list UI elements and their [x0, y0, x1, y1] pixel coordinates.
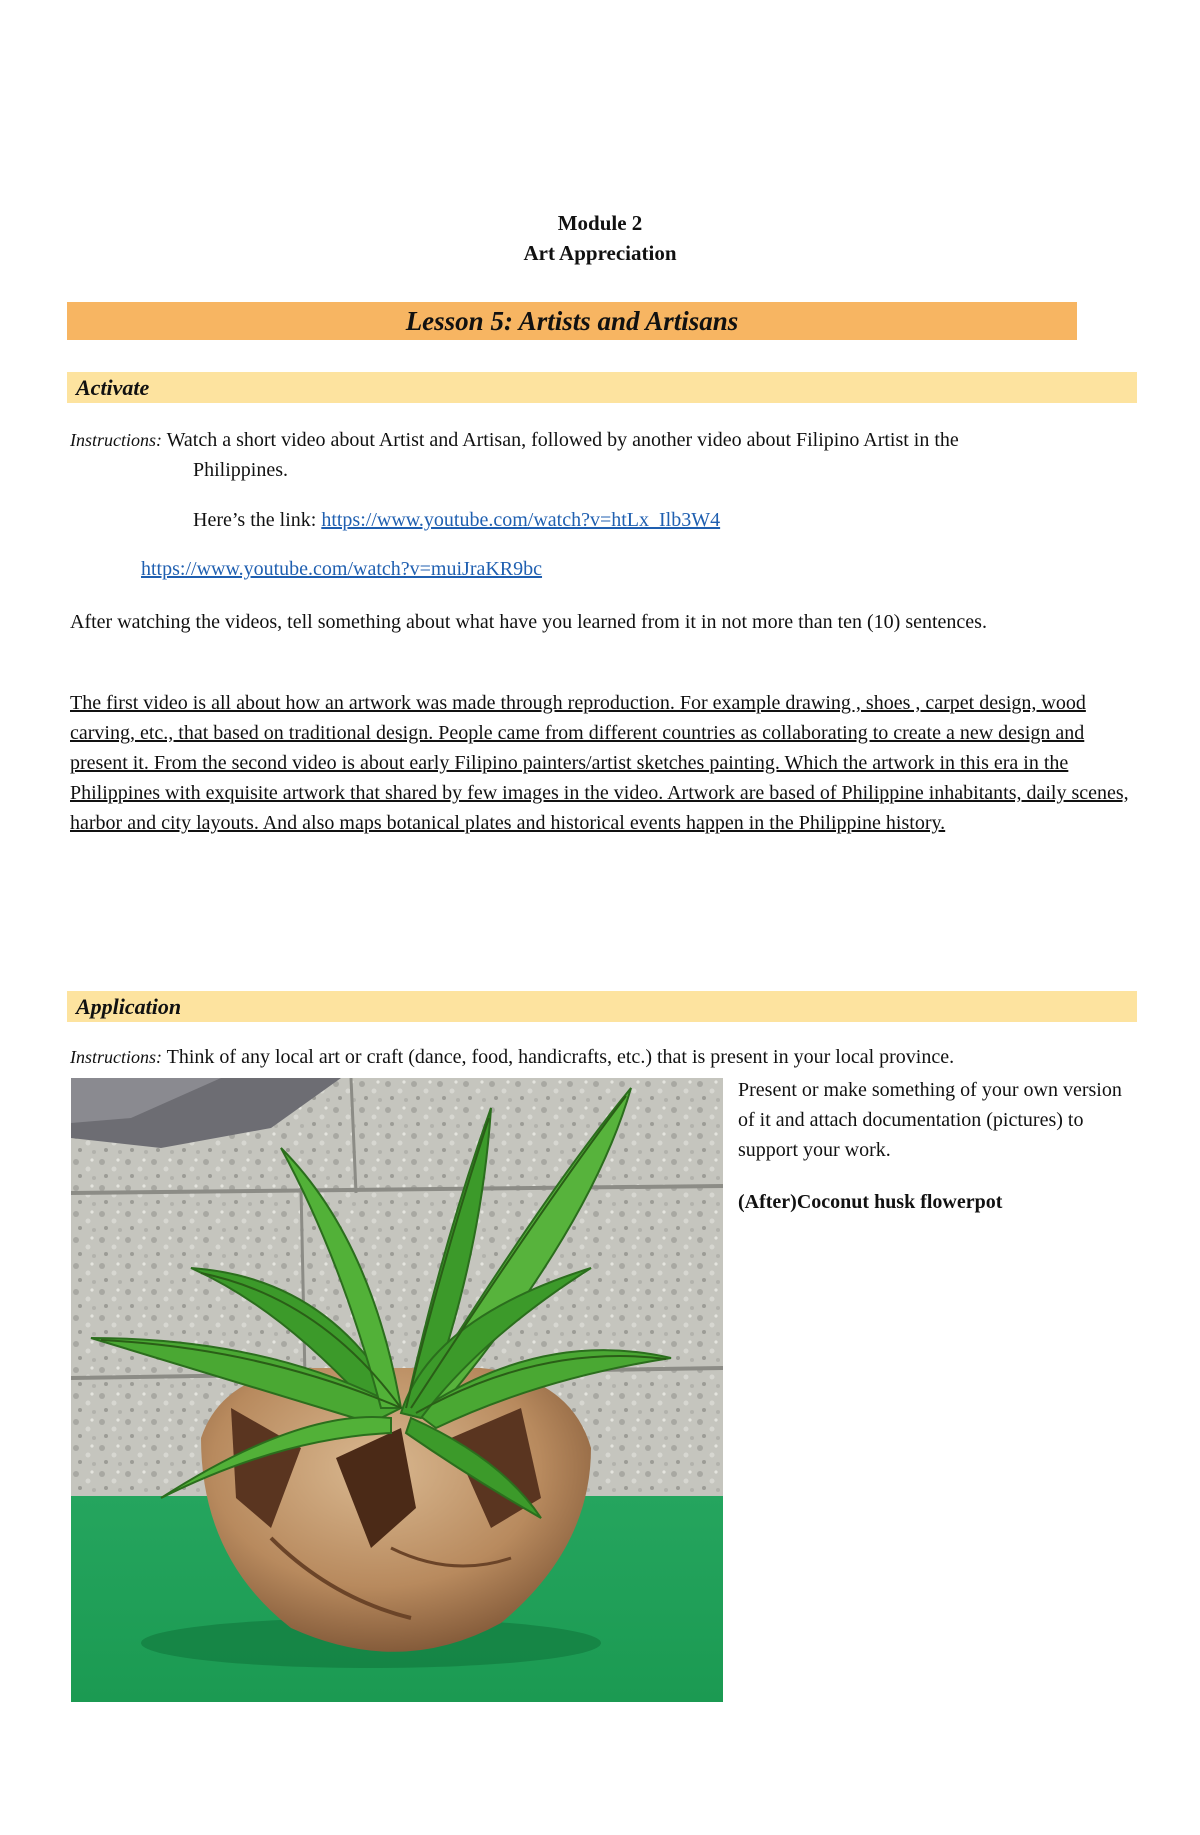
photo-caption: (After)Coconut husk flowerpot	[738, 1191, 1003, 1213]
link-line-2	[141, 554, 542, 584]
coconut-husk-flowerpot-photo	[71, 1078, 723, 1702]
application-heading: Application	[67, 991, 1137, 1022]
application-instructions	[70, 1042, 1150, 1072]
instructions-label: Instructions:	[70, 1047, 162, 1067]
instructions-label: Instructions:	[70, 430, 162, 450]
module-label: Module 2	[557, 211, 643, 235]
question-text: After watching the videos, tell something about what have you learned from it in not more than ten (10) sentences.	[70, 611, 987, 633]
application-instructions-cont: Present or make something of your own version of it and attach documentation (pictures) to support your work.	[738, 1079, 1122, 1161]
answer-text: The first video is all about how an artwork was made through reproduction. For example drawing , shoes , carpet design, wood carving, etc., that based on traditional design. People came from different countries as collaborating to create a new design and present it. From the second video is about early Filipino painters/artist sketches painting. Which the artwork in this era in the Philippines with exquisite artwork that shared by few images in the video. Artwork are based of Philippine inhabitants, daily scenes, harbor and city layouts. And also maps botanical plates and historical events happen in the Philippine history.	[70, 692, 1129, 834]
video-link-1[interactable]: https://www.youtube.com/watch?v=htLx_Ilb3W4	[321, 509, 721, 531]
activate-heading: Activate	[67, 372, 1137, 403]
video-link-2[interactable]: https://www.youtube.com/watch?v=muiJraKR9bc	[141, 558, 543, 580]
lesson-title: Lesson 5: Artists and Artisans	[67, 302, 1077, 340]
instructions-text-cont: Philippines.	[193, 459, 289, 481]
link-line	[193, 505, 720, 535]
instructions-text: Think of any local art or craft (dance, food, handicrafts, etc.) that is present in your local province.	[166, 1046, 955, 1068]
activate-instructions	[70, 425, 1145, 455]
link-prefix: Here’s the link:	[193, 509, 322, 531]
subject-label: Art Appreciation	[523, 241, 677, 265]
document-title	[0, 208, 1200, 268]
instructions-text: Watch a short video about Artist and Artisan, followed by another video about Filipino Artist in the	[166, 429, 959, 451]
